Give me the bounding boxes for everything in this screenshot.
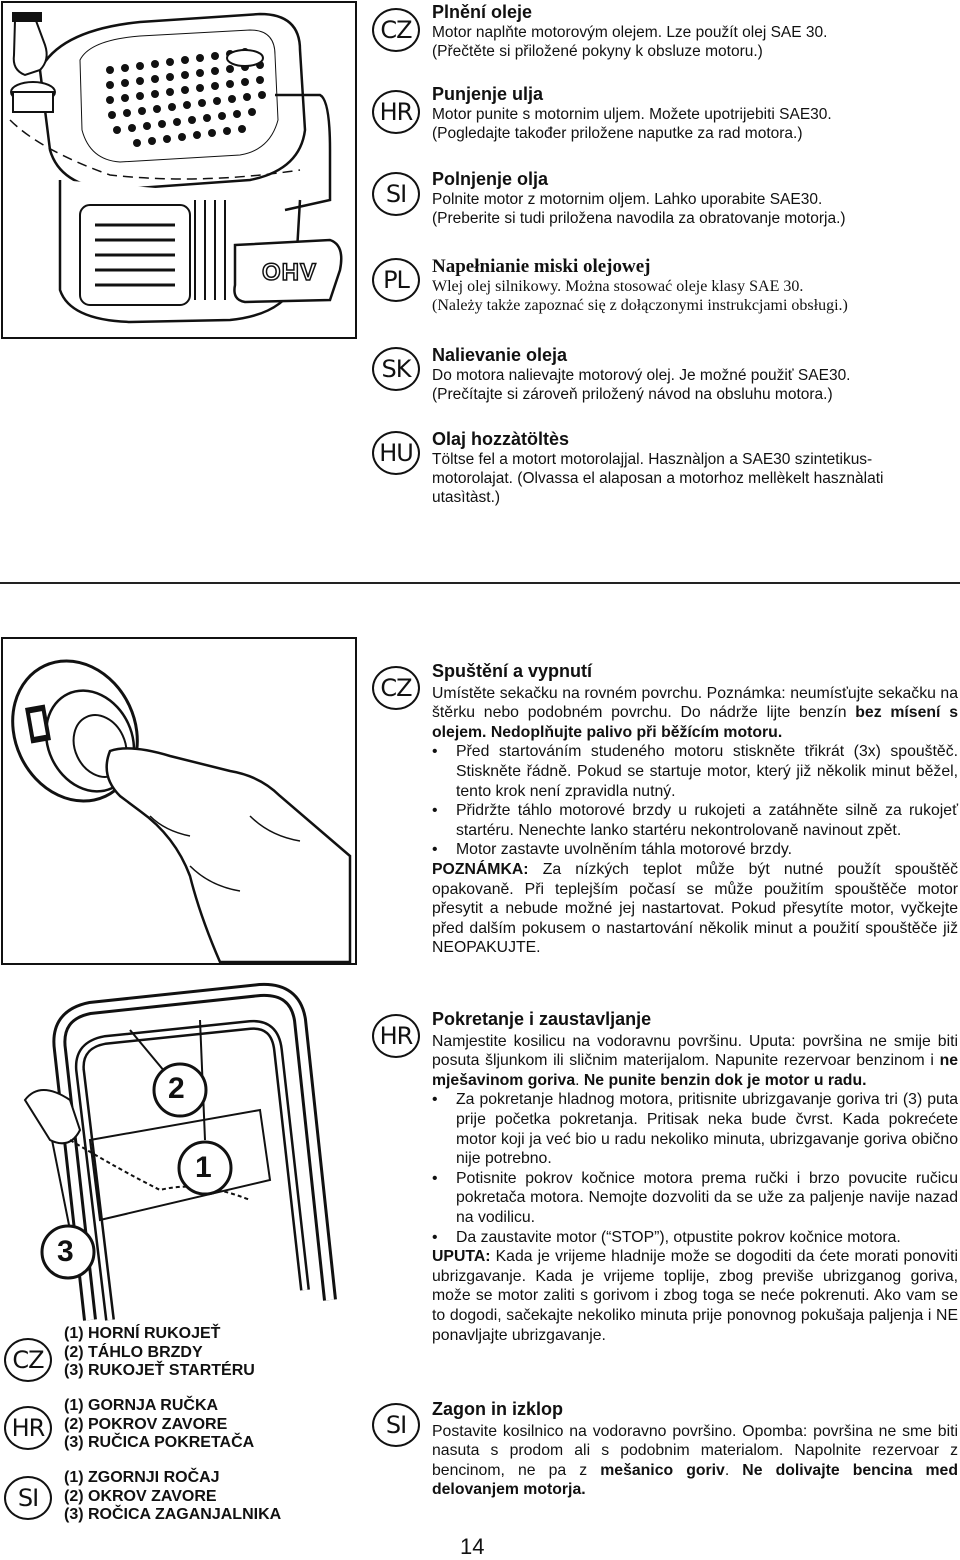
lang-badge-cz: CZ xyxy=(372,8,420,52)
start-stop-section-cz xyxy=(432,662,958,958)
section-title: Napełnianie miski olejowej xyxy=(432,256,651,277)
list-item: • Přidržte táhlo motorové brzdy u rukojeti a zatáhněte silně za rukojeť startéru. Nenechte lanko startéru nekontrolovaně navinout zpět. xyxy=(432,801,958,840)
section-line: Wlej olej silnikowy. Można stosować oleje klasy SAE 30. xyxy=(432,278,804,295)
bullet-list xyxy=(432,742,958,860)
section-title: Zagon in izklop xyxy=(432,1399,563,1419)
start-stop-section-hr xyxy=(432,1010,958,1345)
lang-badge-si: SI xyxy=(372,172,420,216)
section-divider xyxy=(0,582,960,584)
intro-paragraph: Namjestite kosilicu na vodoravnu površinu. Uputa: površina ne smije biti posuta šljunkom ili sličnim materijalom. Napunite rezervoar benzinom i ne mješavinom goriva. Ne punite benzin dok je motor u radu. xyxy=(432,1032,958,1089)
oil-fill-section-pl xyxy=(432,256,958,315)
legend-item: (3) ROČICA ZAGANJALNIKA xyxy=(64,1506,282,1523)
section-title: Plnění oleje xyxy=(432,2,533,22)
lang-badge-hr: HR xyxy=(372,1014,420,1058)
oil-fill-section-hu xyxy=(432,429,958,507)
list-item: • Před startováním studeného motoru stiskněte třikrát (3x) spouštěč. Stiskněte řádně. Pokud se startuje motor, který již několik minut běžel, tento krok není zpravidla nutný. xyxy=(432,742,958,801)
lang-badge-sk: SK xyxy=(372,347,420,391)
section-title: Polnjenje olja xyxy=(432,169,549,189)
section-line: (Přečtěte si přiložené pokyny k obsluze motoru.) xyxy=(432,43,763,60)
start-stop-section-si xyxy=(432,1400,958,1500)
note-paragraph: POZNÁMKA: Za nízkých teplot může být nutné použít spouštěč opakovaně. Při teplejším počasí se může použitím spouštěče motor přesytit a nebude možné jej nastartovat. Pokud přesytíte motor, vyčkejte před dalším pokusem o nastartování několik minut a použití spouštěče již NEOPAKUJTE. xyxy=(432,860,958,957)
lang-badge-hr: HR xyxy=(372,90,420,134)
ohv-engine-label: OHV xyxy=(262,259,318,286)
lang-badge-si: SI xyxy=(372,1403,420,1447)
oil-fill-section-si xyxy=(432,169,958,228)
legend-item: (3) RUKOJEŤ STARTÉRU xyxy=(64,1362,255,1379)
callout-number: 2 xyxy=(168,1072,185,1105)
section-line: Motor punite s motornim uljem. Možete upotrijebiti SAE30. xyxy=(432,106,832,123)
callout-number: 1 xyxy=(195,1151,212,1184)
list-item: • Za pokretanje hladnog motora, pritisnite ubrizgavanje goriva tri (3) puta prije početka pokretanja. Pritisak neka bude čvrst. Kada pokrećete motor koji ja već bio u radu nekoliko minuta, ubrizgavanje goriva obično nije potrebno. xyxy=(432,1090,958,1168)
intro-paragraph: Postavite kosilnico na vodoravno površino. Opomba: površina ne sme biti nasuta s prodom ali s podobnim materialom. Napolnite rezervoar z bencinom, ne pa z mešanico goriv. Ne dolivajte bencina med delovanjem motorja. xyxy=(432,1422,958,1499)
primer-button-illustration xyxy=(0,636,360,966)
legend-item: (2) POKROV ZAVORE xyxy=(64,1415,228,1433)
bullet-list xyxy=(432,1090,958,1247)
lang-badge-hr: HR xyxy=(4,1406,52,1450)
oil-fill-section-hr xyxy=(432,84,958,143)
section-title: Pokretanje i zaustavljanje xyxy=(432,1009,652,1029)
legend-item: (1) HORNÍ RUKOJEŤ xyxy=(64,1325,221,1342)
section-title: Nalievanie oleja xyxy=(432,345,568,365)
section-title: Punjenje ulja xyxy=(432,84,544,104)
list-item: • Motor zastavte uvolněním táhla motorové brzdy. xyxy=(432,840,958,860)
legend-item: (2) TÁHLO BRZDY xyxy=(64,1343,203,1361)
section-line: Töltse fel a motort motorolajjal. Hasznàljon a SAE30 szintetikus- xyxy=(432,451,873,468)
section-line: Polnite motor z motornim oljem. Lahko uporabite SAE30. xyxy=(432,191,823,208)
section-line: motorolajat. (Olvassa el alaposan a motorhoz mellèkelt hasznàlati xyxy=(432,470,884,487)
section-line: (Prečítajte si zároveň priložený návod na obsluhu motora.) xyxy=(432,386,833,403)
mower-handle-illustration xyxy=(0,990,360,1320)
engine-oil-fill-illustration xyxy=(0,0,360,340)
page-number: 14 xyxy=(460,1534,485,1559)
oil-fill-section-cz xyxy=(432,2,958,61)
callout-number: 3 xyxy=(57,1235,74,1268)
section-line: (Należy także zapoznać się z dołączonymi instrukcjami obsługi.) xyxy=(432,297,848,314)
section-line: Motor naplňte motorovým olejem. Lze použít olej SAE 30. xyxy=(432,24,828,41)
section-line: Do motora nalievajte motorový olej. Je možné použiť SAE30. xyxy=(432,367,851,384)
legend-item: (1) ZGORNJI ROČAJ xyxy=(64,1469,220,1486)
list-item: • Da zaustavite motor (“STOP”), otpustite pokrov kočnice motora. xyxy=(432,1228,958,1248)
legend-item: (1) GORNJA RUČKA xyxy=(64,1397,219,1414)
lang-badge-pl: PL xyxy=(372,258,420,302)
oil-fill-section-sk xyxy=(432,345,958,404)
legend-cz xyxy=(64,1325,364,1381)
legend-si xyxy=(64,1469,364,1525)
lang-badge-cz: CZ xyxy=(4,1338,52,1382)
section-line: (Pogledajte također priložene naputke za rad motora.) xyxy=(432,125,803,142)
legend-item: (3) RUČICA POKRETAČA xyxy=(64,1434,255,1451)
section-title: Olaj hozzàtöltès xyxy=(432,429,570,449)
section-line: (Preberite si tudi priložena navodila za obratovanje motorja.) xyxy=(432,210,846,227)
legend-item: (2) OKROV ZAVORE xyxy=(64,1487,217,1505)
list-item: • Potisnite pokrov kočnice motora prema ručki i brzo povucite ručicu pokretača motora. Nemojte dozvoliti da se uže za paljenje navije nazad na vodilicu. xyxy=(432,1169,958,1228)
section-line: utasìtàst.) xyxy=(432,489,501,506)
legend-hr xyxy=(64,1397,364,1453)
intro-paragraph: Umístěte sekačku na rovném povrchu. Poznámka: neumísťujte sekačku na štěrku nebo podobném povrchu. Do nádrže lijte benzín bez mísení s olejem. Nedoplňujte palivo při běžícím motoru. xyxy=(432,684,958,741)
lang-badge-hu: HU xyxy=(372,431,420,475)
section-title: Spuštění a vypnutí xyxy=(432,661,593,681)
lang-badge-cz: CZ xyxy=(372,666,420,710)
note-paragraph: UPUTA: Kada je vrijeme hladnije može se dogoditi da ćete morati ponoviti ubrizgavanje. Kada je vrijeme toplije, zbog previše ubrizganog goriva, može se motor zaliti s gorivom i zbog toga se neće pokrenuti. Ako vam se to dogodi, sačekajte nekoliko minuta prije ponovnog pokušaja paljenja i NE ponavljajte ubrizgavanje. xyxy=(432,1248,958,1344)
lang-badge-si: SI xyxy=(4,1476,52,1520)
